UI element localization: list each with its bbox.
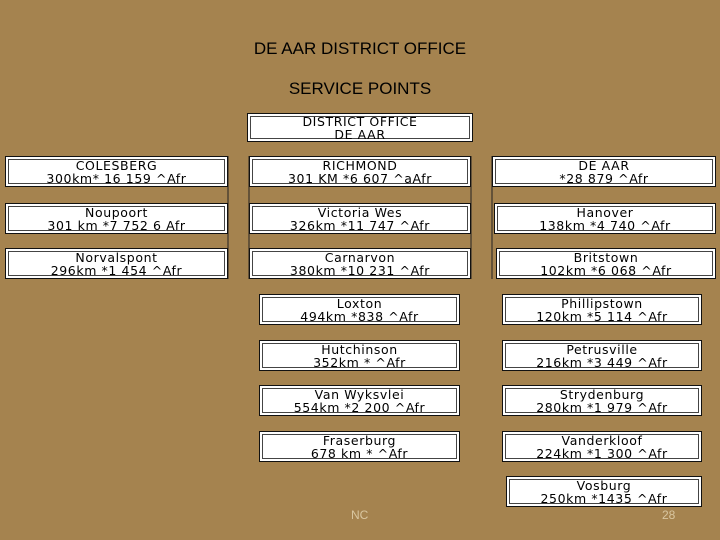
service-point-box (502, 385, 702, 416)
box-detail: 250km *1435 ^Afr (540, 491, 668, 506)
service-point-box (249, 156, 471, 187)
service-point-box (506, 476, 702, 507)
box-name: Hanover (576, 205, 634, 220)
box-name: Norvalspont (75, 250, 158, 265)
service-point-box (259, 385, 460, 416)
box-name: Vanderkloof (561, 433, 643, 448)
box-name: COLESBERG (75, 158, 158, 173)
box-detail: 280km *1 979 ^Afr (536, 400, 668, 415)
page-number: 28 (662, 508, 676, 522)
box-detail: 301 km *7 752 6 Afr (47, 218, 186, 233)
box-name: Van Wyksvlei (314, 387, 405, 402)
service-point-box (502, 294, 702, 325)
box-detail: 300km* 16 159 ^Afr (46, 171, 187, 186)
page-title: DE AAR DISTRICT OFFICE (253, 39, 467, 58)
district-office-box (247, 113, 473, 142)
box-name: DE AAR (578, 158, 630, 173)
box-detail: 352km * ^Afr (313, 355, 406, 370)
box-name: Hutchinson (321, 342, 398, 357)
page-subtitle: SERVICE POINTS (288, 79, 432, 98)
service-point-box (259, 340, 460, 371)
service-point-box (494, 203, 716, 234)
box-detail: 494km *838 ^Afr (300, 309, 419, 324)
box-name: Strydenburg (559, 387, 645, 402)
service-point-box (5, 203, 228, 234)
box-detail: 120km *5 114 ^Afr (536, 309, 668, 324)
box-detail: 138km *4 740 ^Afr (539, 218, 671, 233)
service-point-box (249, 203, 471, 234)
service-point-box (259, 431, 460, 462)
box-name: DISTRICT OFFICE (302, 114, 418, 129)
footer-label: NC (351, 508, 369, 522)
box-name: Vosburg (576, 478, 632, 493)
box-detail: 380km *10 231 ^Afr (289, 263, 431, 278)
service-point-box (259, 294, 460, 325)
box-name: Petrusville (566, 342, 638, 357)
box-detail: *28 879 ^Afr (559, 171, 649, 186)
box-name: Victoria Wes (317, 205, 403, 220)
box-detail: 216km *3 449 ^Afr (536, 355, 668, 370)
box-detail: 326km *11 747 ^Afr (289, 218, 431, 233)
box-detail: 554km *2 200 ^Afr (293, 400, 426, 415)
box-name: Britstown (573, 250, 639, 265)
box-detail: 102km *6 068 ^Afr (540, 263, 672, 278)
service-point-box (492, 156, 716, 187)
service-point-box (502, 340, 702, 371)
box-detail: 224km *1 300 ^Afr (536, 446, 668, 461)
service-point-box (5, 156, 228, 187)
box-detail: DE AAR (334, 127, 386, 142)
service-point-box (496, 248, 716, 279)
service-point-box (249, 248, 471, 279)
box-detail: 301 KM *6 607 ^aAfr (288, 171, 432, 186)
service-point-box (5, 248, 228, 279)
box-name: Noupoort (85, 205, 148, 220)
box-detail: 296km *1 454 ^Afr (50, 263, 183, 278)
box-name: Phillipstown (561, 296, 643, 311)
box-name: Loxton (336, 296, 383, 311)
box-name: Carnarvon (324, 250, 396, 265)
service-point-box (502, 431, 702, 462)
box-detail: 678 km * ^Afr (310, 446, 409, 461)
box-name: Fraserburg (322, 433, 397, 448)
box-name: RICHMOND (322, 158, 398, 173)
